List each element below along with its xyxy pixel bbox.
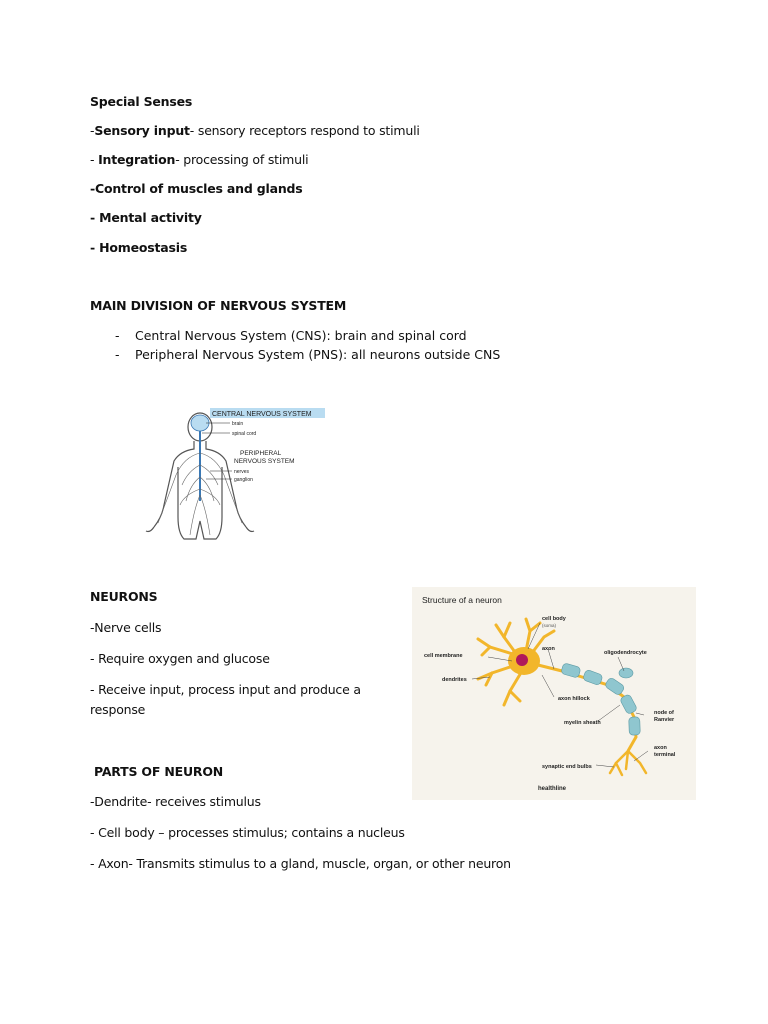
neurons-item-receive: - Receive input, process input and produce a [90,682,361,697]
spinal-cord-label: spinal cord [232,431,257,437]
axon-label: axon [542,646,555,652]
neurons-item-response: response [90,702,146,717]
special-item-mental [90,210,202,225]
brain-label: brain [232,421,244,427]
myelin-sheath-label: myelin sheath [564,720,601,726]
bullet-dash: - [115,347,120,362]
soma-label: (soma) [542,623,557,628]
ganglion-label: ganglion [234,477,253,483]
nervous-system-illustration [140,405,330,545]
nerves-label: nerves [234,469,250,475]
neuron-structure-figure [412,587,696,800]
nucleus-icon [516,654,528,666]
item-prefix: - [90,123,95,138]
neurons-item-oxygen: - Require oxygen and glucose [90,651,270,666]
cell-body-label: cell body [542,616,566,622]
item-text: Mental activity [99,210,202,225]
item-text: - sensory receptors respond to stimuli [189,123,420,138]
item-prefix: - [90,240,100,255]
healthline-credit: healthline [538,786,567,792]
axon-terminal-label-1: axon [654,745,667,751]
pns-label-line1: PERIPHERAL [240,450,282,457]
synaptic-end-bulbs-label: synaptic end bulbs [542,764,592,770]
cns-label: CENTRAL NERVOUS SYSTEM [212,411,312,418]
main-division-heading: MAIN DIVISION OF NERVOUS SYSTEM [90,298,347,313]
item-prefix: - [90,152,99,167]
node-of-ranvier-label-1: node of [654,710,674,716]
item-prefix: - [90,210,100,225]
parts-item-dendrite: -Dendrite- receives stimulus [90,794,261,809]
nervous-system-figure [140,405,330,545]
special-item-sensory-input [90,123,420,138]
bullet-cns: Central Nervous System (CNS): brain and spinal cord [135,328,467,343]
parts-heading: PARTS OF NEURON [94,764,224,779]
item-bold: Integration [98,152,176,167]
special-senses-heading: Special Senses [90,94,193,109]
oligodendrocyte-label: oligodendrocyte [604,650,647,656]
item-text: Control of muscles and glands [95,181,303,196]
bullet-pns: Peripheral Nervous System (PNS): all neurons outside CNS [135,347,501,362]
parts-item-cell-body: - Cell body – processes stimulus; contains a nucleus [90,825,405,840]
neuron-figure-title: Structure of a neuron [422,595,502,605]
special-item-homeostasis [90,240,187,255]
parts-item-axon: - Axon- Transmits stimulus to a gland, muscle, organ, or other neuron [90,856,511,871]
axon-hillock-label: axon hillock [558,696,590,702]
item-bold: Sensory input [94,123,190,138]
neuron-illustration [412,587,696,800]
neurons-item-nerve-cells: -Nerve cells [90,620,162,635]
dendrites-label: dendrites [442,677,467,683]
bullet-dash: - [115,328,120,343]
item-prefix: - [90,181,95,196]
node-of-ranvier-label-2: Ranvier [654,717,675,723]
item-text: Homeostasis [99,240,188,255]
axon-terminal-label-2: terminal [654,752,676,758]
pns-label-line2: NERVOUS SYSTEM [234,458,295,465]
special-item-integration [90,152,308,167]
item-text: - processing of stimuli [175,152,309,167]
neurons-heading: NEURONS [90,589,158,604]
special-item-control [90,181,303,196]
cell-membrane-label: cell membrane [424,653,463,659]
